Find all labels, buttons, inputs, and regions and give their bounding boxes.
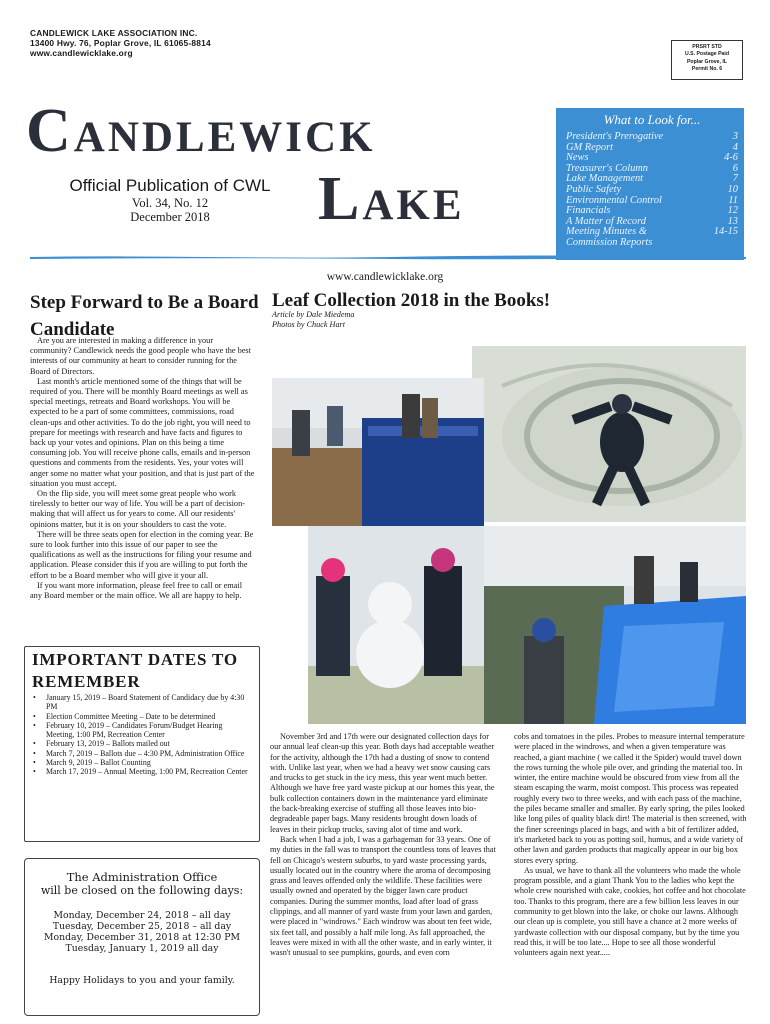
contents-item-label: Meeting Minutes & (566, 226, 647, 238)
postage-line: PRSRT STD (692, 44, 722, 50)
admin-notice-title: The Administration Office (66, 870, 218, 884)
masthead-title-candlewick: Candlewick (26, 97, 376, 165)
article-byline: Article by Dale Miedema (272, 310, 355, 319)
article-paragraph: cobs and tomatoes in the piles. Probes to measure internal temperature were placed in the windrows, and when a given temperature was reached, a giant machine ( we called it the Spider) would travel down the rows turning the whole pile over, and grinding the material too. In winter, the entire machine would be obscured from view from all the steam escaping the warm, moist compost. This process was repeated roughly every two to three weeks, and with each pass of the machine, the piles became smaller and smaller. By early spring, the piles looked like long piles of quality black dirt! The material is then screened, with the finer screenings placed in bags, and with a bit of fertilizer added, it's marketed back to you as potting soil, humus, and a wide variety of other lawn and garden products that magically appear in our big box stores every spring. (514, 732, 747, 865)
closure-dates (25, 910, 259, 954)
contents-list (566, 132, 738, 249)
contents-item (566, 132, 738, 143)
closure-date: Tuesday, January 1, 2019 all day (65, 943, 219, 954)
postage-indicia (671, 40, 743, 80)
leaf-article-credits (272, 310, 355, 329)
article-paragraph: There will be three seats open for election in the coming year. Be sure to look further into this issue of our paper to see the qualifications as well as the instructions for filing your resume and application. Please consider this if you are willing to put forth the effort to be a Board member who will give it your all. (30, 529, 254, 580)
board-article-body (30, 336, 256, 601)
contents-item-page: 6 (732, 162, 738, 174)
return-address (30, 28, 211, 58)
date-item: • March 7, 2019 – Ballots due – 4:30 PM, Administration Office (32, 749, 252, 758)
closure-date: Monday, December 24, 2018 – all day (53, 910, 231, 921)
contents-item-label: A Matter of Record (566, 215, 646, 227)
table-of-contents (556, 108, 744, 260)
contents-item-label: Commission Reports (566, 236, 653, 248)
contents-title: What to Look for... (603, 112, 701, 127)
photo-collage (272, 330, 746, 726)
article-paragraph: November 3rd and 17th were our designated collection days for our annual leaf clean-up this year. Both days had acceptable weather for the activity, although the 17th had a dusting of snow to contend with. Unlike last year, when we had a heavy wet snow causing cars and trucks to get stuck in the icy mess, this year went much better. Although we have free yard waste pickup at our homes this year, the bulk collection containers down in the maintenance yard eliminate the back-breaking exercise of stuffing all those leaves into bio-degradeable paper bags. Many residents brought down loads of leaves in their pickup trucks, saving alot of time and work. (270, 732, 495, 834)
contents-item-page: 11 (728, 194, 738, 206)
contents-item-page: 4-6 (724, 152, 738, 164)
postage-line: Poplar Grove, IL (686, 58, 728, 65)
photo-snowman (308, 526, 484, 724)
association-url: www.candlewicklake.org (30, 48, 133, 58)
contents-item-page: 4 (732, 141, 738, 153)
admin-notice-subtitle: will be closed on the following days: (40, 884, 244, 897)
photo-snow-angel (472, 346, 746, 522)
contents-item-page: 13 (727, 215, 738, 227)
important-dates-box (24, 646, 260, 842)
contents-item-label: News (566, 152, 589, 164)
date-item: • Election Committee Meeting – Date to be determined (32, 712, 252, 721)
photo-credit: Photos by Chuck Hart (272, 319, 345, 329)
postage-line: U.S. Postage Paid (684, 51, 730, 58)
publication-subtitle: Official Publication of CWL (69, 176, 271, 195)
contents-item (566, 185, 738, 196)
issue-volume (60, 196, 280, 224)
article-paragraph: Are you are interested in making a difference in your community? Candlewick needs the good people who have the best interests of our community at heart to consider running for the Board of Directors. (30, 336, 251, 376)
board-article-headline: Step Forward to Be a Board Candidate (30, 292, 259, 340)
article-paragraph: On the flip side, you will meet some great people who work tirelessly to better our way of life. You will be a part of decision-making that will affect us for years to come. All our residents' opinions matter, but it is on your shoulders to cast the vote. (30, 489, 245, 529)
volume-number: Vol. 34, No. 12 (131, 196, 209, 210)
contents-item-page: 14-15 (713, 226, 738, 238)
date-item: • February 10, 2019 – Candidates Forum/Budget Hearing Meeting, 1:00 PM, Recreation Center (32, 721, 252, 740)
date-item: • February 13, 2019 – Ballots mailed out (32, 739, 252, 748)
contents-item-page: 10 (727, 183, 738, 195)
leaf-article-headline: Leaf Collection 2018 in the Books! (272, 290, 551, 311)
postage-line: Permit No. 6 (691, 66, 723, 73)
contents-item (566, 238, 738, 249)
closure-date: Tuesday, December 25, 2018 – all day (52, 921, 232, 932)
contents-item-label: Lake Management (566, 173, 644, 185)
contents-item-label: Financials (566, 205, 611, 217)
photo-blue-tarp (484, 526, 746, 724)
leaf-article-column-1 (270, 732, 498, 959)
contents-item-label: Environmental Control (566, 194, 662, 206)
association-name: CANDLEWICK LAKE ASSOCIATION INC. (30, 28, 198, 38)
issue-date: December 2018 (130, 210, 210, 224)
association-street: 13400 Hwy. 76, Poplar Grove, IL 61065-8814 (30, 38, 211, 48)
masthead-title-lake: Lake (318, 165, 465, 233)
leaf-article-column-2 (514, 732, 748, 959)
contents-item-label: President's Prerogative (566, 131, 664, 142)
contents-item-page: 7 (732, 173, 738, 185)
admin-closure-notice (24, 858, 260, 1016)
contents-item (566, 143, 738, 154)
contents-item-page: 3 (732, 131, 738, 142)
closure-date: Monday, December 31, 2018 at 12:30 PM (44, 932, 240, 943)
date-item: • March 9, 2019 – Ballot Counting (32, 758, 252, 767)
contents-item-label: GM Report (566, 141, 614, 153)
date-item: • March 17, 2019 – Annual Meeting, 1:00 PM, Recreation Center (32, 767, 252, 776)
contents-item-page: 12 (727, 205, 738, 217)
article-paragraph: If you want more information, please feel free to call or email any Board member or the main office. We all are happy to help. (30, 580, 243, 601)
holiday-greeting: Happy Holidays to you and your family. (49, 975, 235, 986)
website-url: www.candlewicklake.org (326, 271, 444, 283)
date-item: • January 15, 2019 – Board Statement of Candidacy due by 4:30 PM (32, 693, 252, 712)
contents-item-label: Public Safety (566, 183, 622, 195)
article-paragraph: Last month's article mentioned some of the things that will be required of you. There will be monthly Board meetings as well as special meetings, retreats and Board workshops. You will be expected to be a part of some committees, commissions, road clean-ups and other activities. To do the job right, you will need to prepare for meetings with research and have facts and figures to back up your votes and opinions. Plan on this being a time consuming job. You will receive phone calls, emails and in-person questions and comments from the residents. Yes, your votes will anger some no matter what your position, and that is just part of the situation you must accept. (30, 376, 255, 488)
article-paragraph: Back when I had a job, I was a garbageman for 33 years. One of my duties in the fall was to transport the countless tons of leaves that fell on Chicago's western suburbs, to yard waste processing yards, usually located out in the country where the aroma of decomposing grass and leaves offended only the wildlife. These facilities were usually owned and operated by the bigger lawn care product companies. During the summer months, load after load of grass clippings, and all manner of yard waste from your lawn and garden, were placed in "windrows." Each windrow was about ten feet wide, six feet tall, and possibly a half mile long. As fall approached, the leaves were mixed in with all the other waste, and in early winter, it wasn't unusual to see pumpkins, gourds, and even corn (270, 834, 496, 958)
photo-leaf-truck (272, 378, 484, 526)
article-paragraph: As usual, we have to thank all the volunteers who made the whole program possible, and a giant Thank You to the ladies who kept the whole crew nourished with cake, cookies, hot coffee and hot chocolate too. Thanks to this program, there are a few billion less leaves in our community to get blown into the lake, or choke our lawns. Although our clean up is complete, you still have a chance at 2 more weeks of yardwaste collection with our disposal company, but by the time you read this, it will be too late.... Hope to see all those wonderful volunteers again next year..... (514, 865, 746, 958)
important-dates-list (32, 693, 252, 777)
contents-item-label: Treasurer's Column (566, 162, 648, 174)
important-dates-title: IMPORTANT DATES TO REMEMBER (32, 650, 238, 691)
